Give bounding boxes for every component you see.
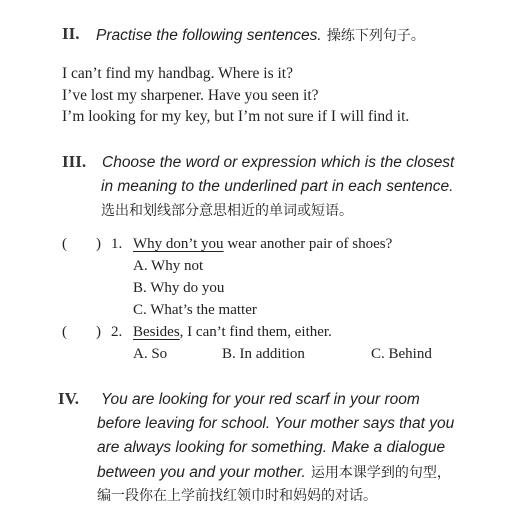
- section-4-line-4: [97, 462, 451, 482]
- question-1-rest: wear another pair of shoes?: [223, 236, 393, 252]
- question-2-underlined: Besides: [133, 324, 180, 340]
- section-3-number: III.: [62, 152, 87, 171]
- question-2-option-a: A. So: [133, 346, 168, 362]
- question-2-option-c: C. Behind: [371, 346, 432, 362]
- section-3-instruction-cn: 选出和划线部分意思相近的单词或短语。: [101, 203, 353, 219]
- sentence-2: I’ve lost my sharpener. Have you seen it?: [62, 87, 319, 104]
- question-1-option-c: C. What’s the matter: [133, 302, 257, 318]
- question-1-text: [133, 236, 392, 253]
- section-4-line-5: 编一段你在上学前找红领巾时和妈妈的对话。: [97, 488, 377, 504]
- question-2-rest: , I can’t find them, either.: [179, 324, 332, 340]
- section-2-instruction: [96, 25, 425, 45]
- question-1-option-a: A. Why not: [133, 258, 204, 274]
- section-4-line-4-cn: 运用本课学到的句型，: [310, 465, 451, 481]
- section-3-instruction-line-2: in meaning to the underlined part in each sentence.: [101, 178, 454, 195]
- section-3-instruction-line-1: Choose the word or expression which is the closest: [102, 154, 455, 171]
- question-1-option-b: B. Why do you: [133, 280, 225, 296]
- question-1-answer-paren-close: ): [96, 236, 101, 252]
- section-4-line-3: are always looking for something. Make a dialogue: [97, 439, 446, 456]
- section-4-line-4-en: between you and your mother.: [97, 464, 306, 481]
- question-1-underlined: Why don’t you: [133, 236, 224, 252]
- question-2-text: [133, 324, 332, 341]
- question-2-number: 2.: [111, 324, 123, 340]
- question-1-number: 1.: [111, 236, 123, 252]
- question-2-answer-paren-open: (: [62, 324, 67, 340]
- section-2-instruction-cn: 操练下列句子。: [326, 28, 425, 44]
- question-2-answer-paren-close: ): [96, 324, 101, 340]
- section-4-line-1: You are looking for your red scarf in your room: [101, 391, 420, 408]
- section-2-number: II.: [62, 24, 80, 43]
- section-2-instruction-en: Practise the following sentences.: [96, 27, 322, 44]
- section-4-line-2: before leaving for school. Your mother says that you: [97, 415, 455, 432]
- section-4-number: IV.: [58, 389, 79, 408]
- sentence-3: I’m looking for my key, but I’m not sure if I will find it.: [62, 108, 410, 125]
- question-1-answer-paren-open: (: [62, 236, 67, 252]
- sentence-1: I can’t find my handbag. Where is it?: [62, 65, 293, 82]
- question-2-option-b: B. In addition: [222, 346, 305, 362]
